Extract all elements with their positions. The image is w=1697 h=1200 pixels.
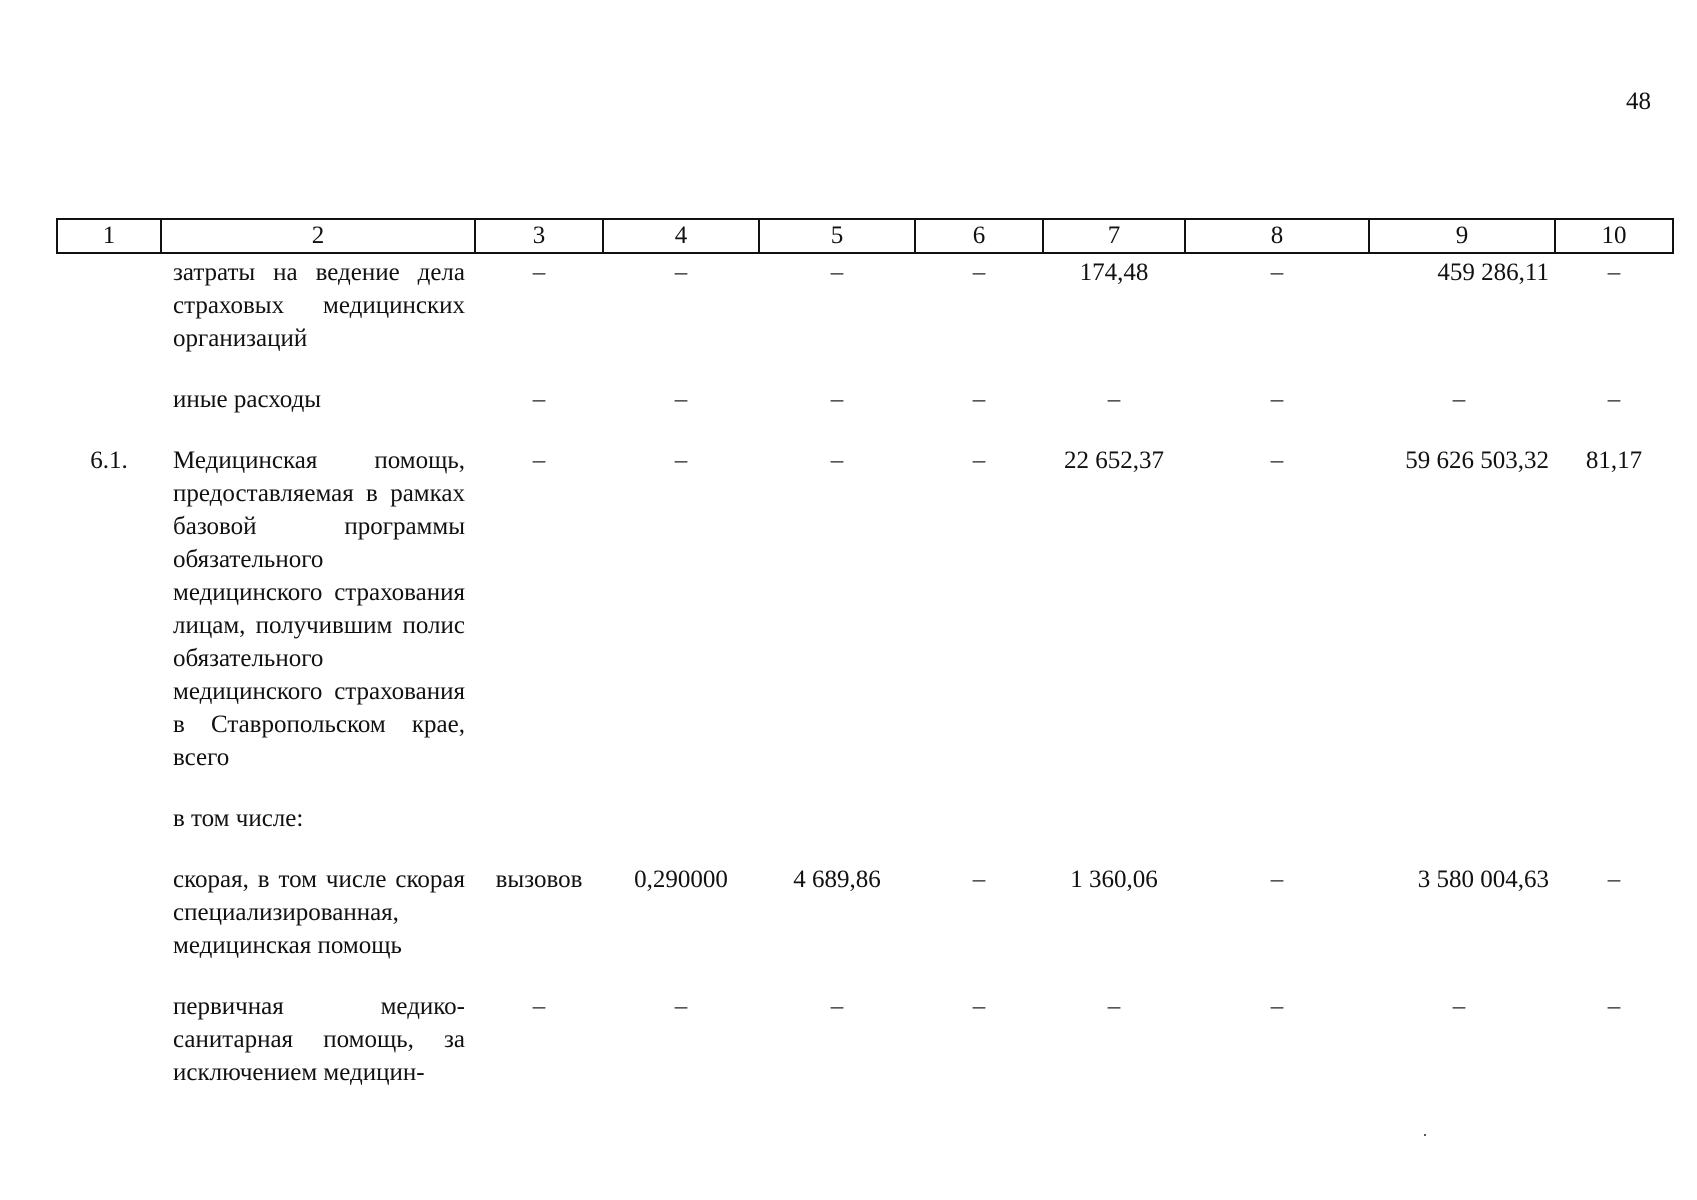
- table-row: [57, 383, 1673, 444]
- cell-col7: 22 652,37: [1064, 447, 1164, 474]
- cell-col10: –: [1607, 866, 1621, 893]
- cell-col6: –: [972, 386, 986, 413]
- cell-col5: –: [830, 447, 844, 474]
- column-header-10: 10: [1555, 219, 1673, 253]
- column-header-4: 4: [603, 219, 759, 253]
- header-row: [57, 219, 1673, 253]
- cell-col9: 59 626 503,32: [1405, 447, 1549, 474]
- cell-col9: –: [1452, 386, 1466, 413]
- cell-col10: [1555, 802, 1673, 863]
- column-header-8: 8: [1185, 219, 1369, 253]
- table-row: [57, 253, 1673, 383]
- cell-col8: –: [1270, 993, 1284, 1020]
- row-number: [57, 383, 161, 444]
- column-header-2: 2: [161, 219, 475, 253]
- cell-col10: –: [1607, 386, 1621, 413]
- cell-col4: 0,290000: [634, 866, 728, 893]
- cell-col7: [1043, 802, 1185, 863]
- cell-col9: –: [1452, 993, 1466, 1020]
- cell-col5: 4 689,86: [793, 866, 881, 893]
- row-name: первичная медико-санитарная помощь, за исключением медицин-: [173, 993, 465, 1086]
- cell-col3: –: [532, 993, 546, 1020]
- cell-col7: 1 360,06: [1070, 866, 1158, 893]
- cell-col10: –: [1607, 259, 1621, 286]
- cell-col4: [603, 802, 759, 863]
- cell-col4: –: [674, 447, 688, 474]
- row-name: скорая, в том числе скорая специализированная, медицинская помощь: [173, 866, 465, 959]
- cell-col9: 3 580 004,63: [1417, 866, 1549, 893]
- row-number: [57, 253, 161, 383]
- cell-col6: [915, 802, 1043, 863]
- cell-col8: [1185, 802, 1369, 863]
- cell-col3: –: [532, 447, 546, 474]
- cell-col3: вызовов: [495, 866, 583, 893]
- cell-col3: –: [532, 259, 546, 286]
- table-row: [57, 863, 1673, 990]
- cell-col4: –: [674, 259, 688, 286]
- cell-col6: –: [972, 259, 986, 286]
- cell-col4: –: [674, 386, 688, 413]
- row-name: в том числе:: [173, 805, 304, 832]
- cell-col9: [1369, 802, 1555, 863]
- cell-col3: –: [532, 386, 546, 413]
- cell-col5: –: [830, 993, 844, 1020]
- table-row: [57, 990, 1673, 1089]
- cell-col10: 81,17: [1585, 447, 1643, 474]
- column-header-6: 6: [915, 219, 1043, 253]
- column-header-7: 7: [1043, 219, 1185, 253]
- cell-col8: –: [1270, 386, 1284, 413]
- budget-table: [56, 218, 1674, 1089]
- table-row: [57, 444, 1673, 802]
- column-header-3: 3: [475, 219, 603, 253]
- page-number: 48: [1626, 88, 1651, 115]
- row-name: иные расходы: [173, 386, 322, 413]
- cell-col6: –: [972, 993, 986, 1020]
- row-number: 6.1.: [90, 447, 128, 474]
- row-number: [57, 863, 161, 990]
- row-name: Медицинская помощь, предоставляемая в рамках базовой программы обязательного медицинского страхования лицам, получившим полис обязательного медицинского страхования в Ставропольском крае, всего: [173, 447, 465, 771]
- cell-col8: –: [1270, 866, 1284, 893]
- cell-col8: –: [1270, 447, 1284, 474]
- cell-col8: –: [1270, 259, 1284, 286]
- row-number: [57, 990, 161, 1089]
- cell-col3: [475, 802, 603, 863]
- table-row: [57, 802, 1673, 863]
- cell-col7: 174,48: [1079, 259, 1149, 286]
- budget-table-wrapper: [56, 218, 1672, 1089]
- cell-col6: –: [972, 447, 986, 474]
- cell-col5: –: [830, 386, 844, 413]
- cell-col4: –: [674, 993, 688, 1020]
- column-header-5: 5: [759, 219, 915, 253]
- cell-col10: –: [1607, 993, 1621, 1020]
- scan-speck: [1424, 1134, 1426, 1136]
- cell-col7: –: [1107, 993, 1121, 1020]
- cell-col9: 459 286,11: [1437, 259, 1549, 286]
- cell-col5: –: [830, 259, 844, 286]
- cell-col5: [759, 802, 915, 863]
- row-name: затраты на ведение дела страховых медицинских организаций: [173, 259, 465, 352]
- cell-col6: –: [972, 866, 986, 893]
- cell-col7: –: [1107, 386, 1121, 413]
- column-header-1: 1: [57, 219, 161, 253]
- row-number: [57, 802, 161, 863]
- column-header-9: 9: [1369, 219, 1555, 253]
